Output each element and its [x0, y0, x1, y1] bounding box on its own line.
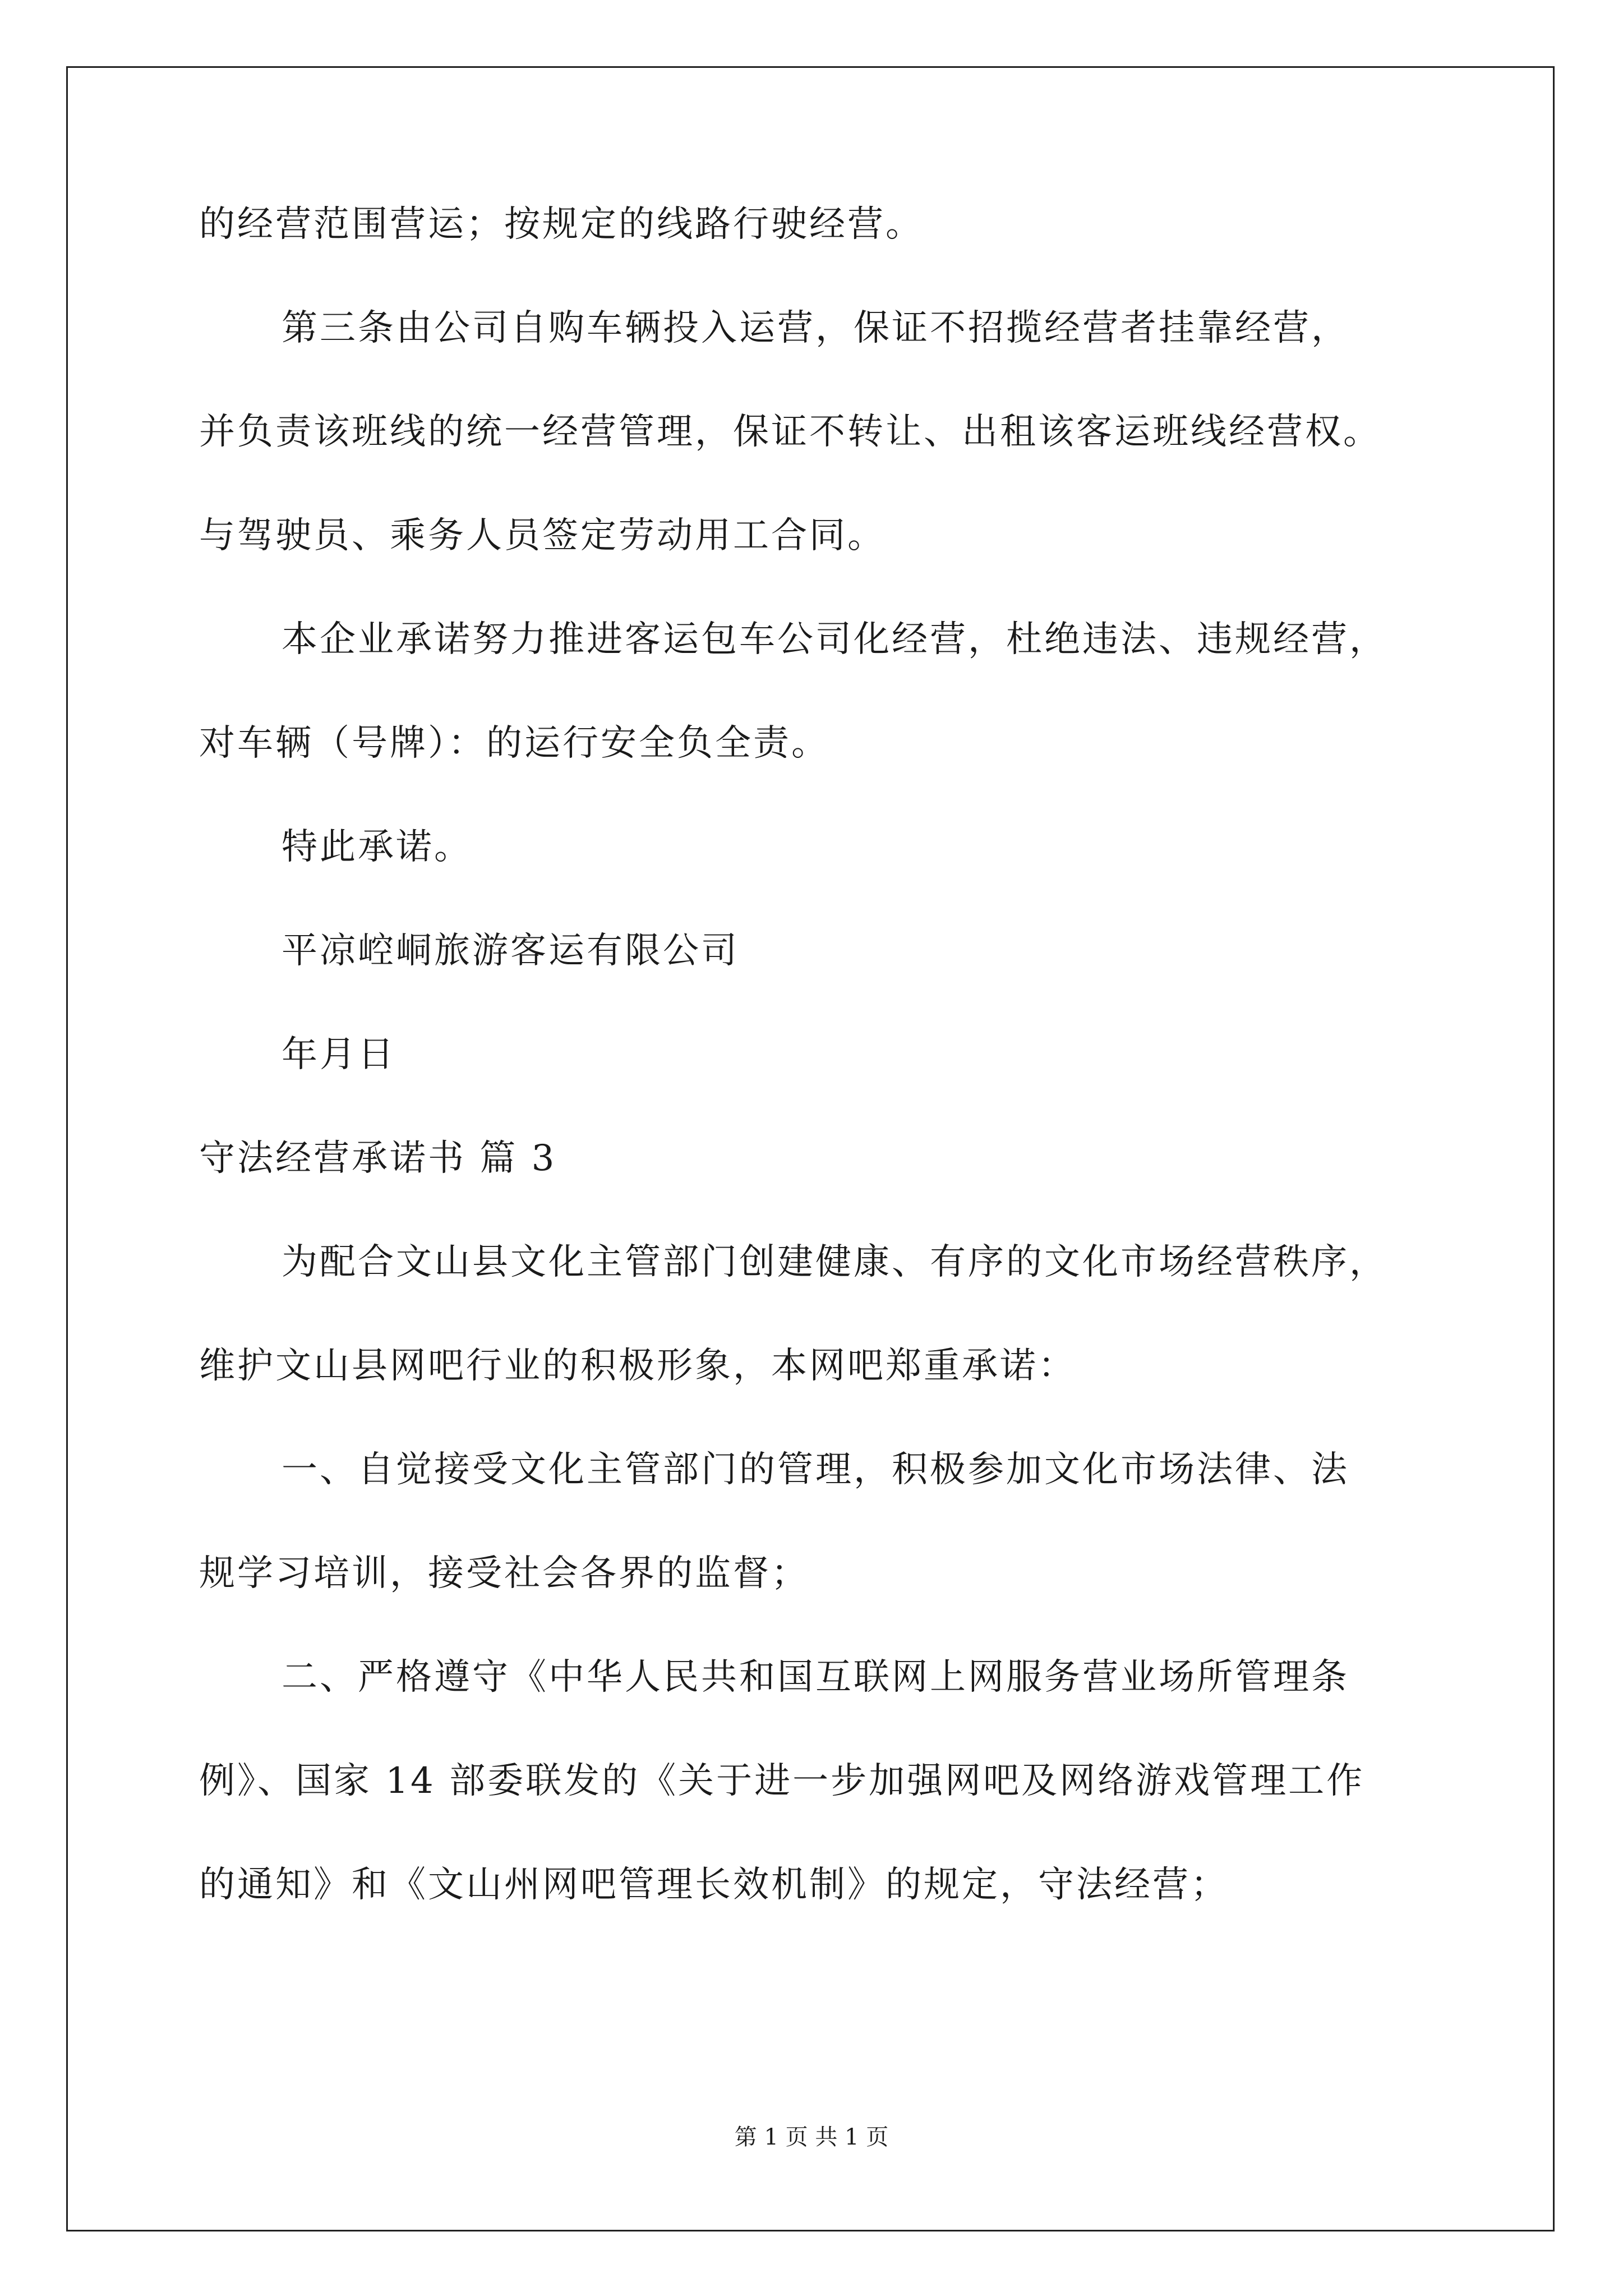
text-line: 与驾驶员、乘务人员签定劳动用工合同。 — [199, 515, 886, 556]
text-line: 并负责该班线的统一经营管理，保证不转让、出租该客运班线经营权。 — [199, 411, 1381, 453]
text-line: 一、自觉接受文化主管部门的管理，积极参加文化市场法律、法 — [282, 1449, 1349, 1490]
text-line: 对车辆（号牌）：的运行安全负全责。 — [199, 723, 829, 764]
text-line: 例》、国家 14 部委联发的《关于进一步加强网吧及网络游戏管理工作 — [199, 1760, 1365, 1802]
signature-date: 年月日 — [282, 1034, 396, 1075]
page-number: 第 1 页 共 1 页 — [734, 2124, 889, 2150]
text-line: 规学习培训，接受社会各界的监督； — [199, 1553, 809, 1594]
text-line: 的经营范围营运；按规定的线路行驶经营。 — [199, 204, 924, 245]
text-line: 第三条由公司自购车辆投入运营，保证不招揽经营者挂靠经营， — [282, 307, 1349, 349]
text-line: 维护文山县网吧行业的积极形象，本网吧郑重承诺： — [199, 1345, 1076, 1387]
text-line: 特此承诺。 — [282, 826, 472, 868]
text-line: 为配合文山县文化主管部门创建健康、有序的文化市场经营秩序， — [282, 1241, 1387, 1283]
text-line: 的通知》和《文山州网吧管理长效机制》的规定，守法经营； — [199, 1864, 1229, 1906]
text-line: 本企业承诺努力推进客运包车公司化经营，杜绝违法、违规经营， — [282, 619, 1387, 660]
signature-company: 平凉崆峒旅游客运有限公司 — [282, 930, 739, 972]
text-line: 二、严格遵守《中华人民共和国互联网上网服务营业场所管理条 — [282, 1657, 1349, 1698]
section-heading: 守法经营承诺书 篇 3 — [199, 1138, 557, 1179]
